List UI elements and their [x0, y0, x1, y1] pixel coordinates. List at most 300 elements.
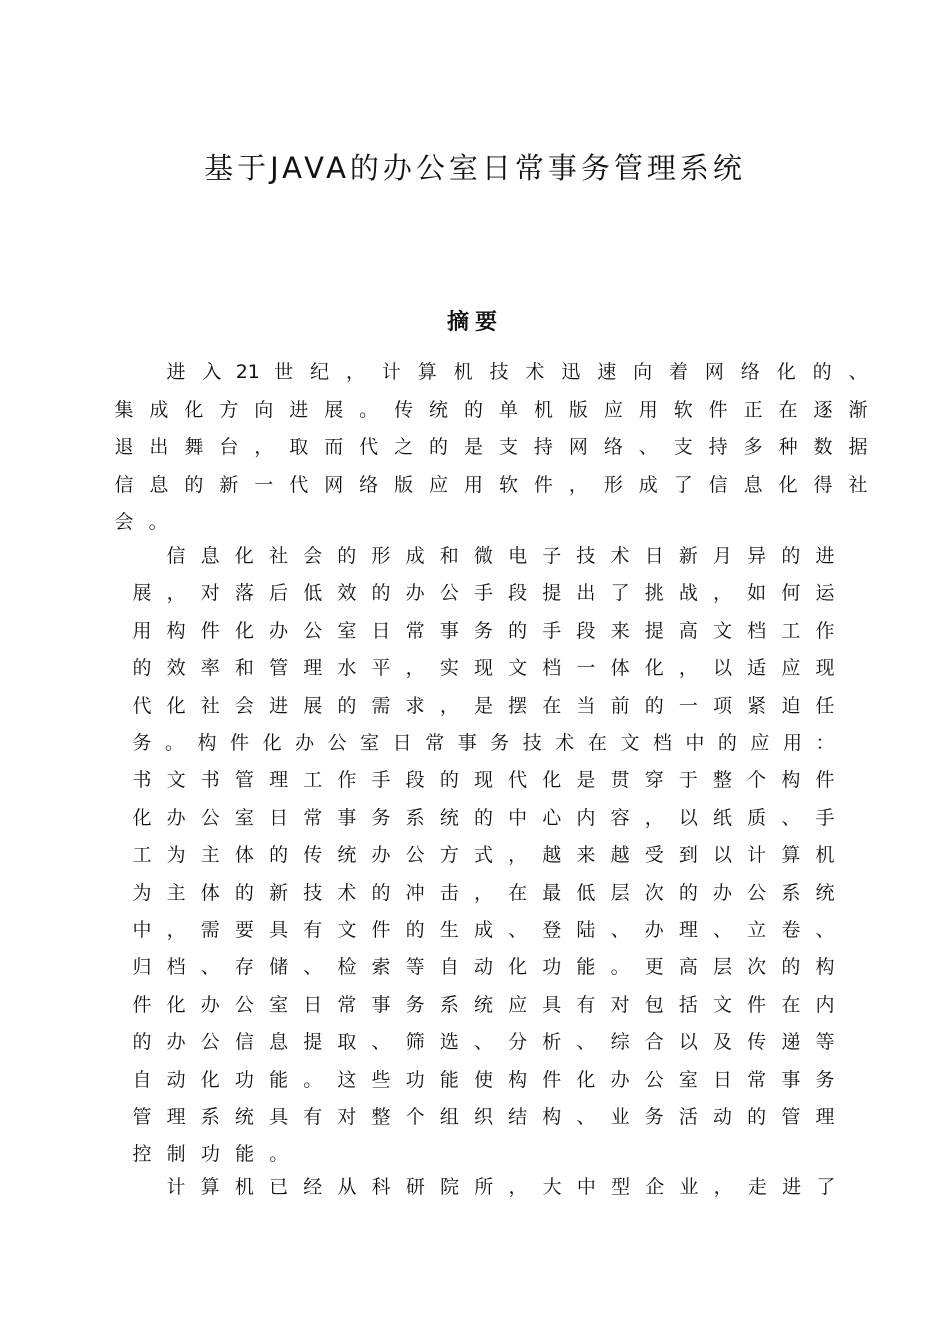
text-glyph: 世	[274, 361, 294, 383]
text-glyph: 以	[713, 844, 733, 867]
text-glyph: 低	[576, 881, 596, 904]
text-glyph: 层	[713, 956, 733, 979]
text-glyph: 形	[371, 545, 391, 567]
text-glyph: 在	[508, 881, 528, 904]
text-glyph: 的	[464, 398, 484, 421]
text-glyph: 等	[405, 956, 425, 979]
text-glyph: 算	[781, 844, 801, 867]
text-glyph: 主	[200, 844, 220, 867]
text-glyph: 摆	[508, 694, 528, 717]
text-glyph: ，	[644, 806, 664, 829]
text-glyph: 、	[638, 436, 658, 458]
text-glyph: 控	[132, 1143, 152, 1166]
text-glyph: 系	[781, 881, 801, 904]
paragraph-2-line	[0, 804, 950, 832]
text-glyph: 用	[782, 732, 802, 754]
text-glyph: 陆	[576, 919, 596, 941]
text-glyph: 公	[234, 993, 254, 1016]
text-glyph: 网	[568, 436, 588, 458]
paragraph-1-line	[0, 358, 950, 386]
text-glyph: 一	[576, 657, 596, 680]
text-glyph: 室	[678, 1068, 698, 1091]
text-glyph: 务	[132, 732, 152, 754]
text-glyph: 出	[149, 436, 169, 458]
text-glyph: 文	[713, 993, 733, 1016]
text-glyph: 微	[473, 545, 493, 567]
text-glyph: 办	[200, 993, 220, 1016]
text-glyph: 、	[303, 956, 323, 979]
text-glyph: 算	[417, 361, 437, 383]
text-glyph: 事	[337, 806, 357, 829]
text-glyph: 、	[815, 919, 835, 941]
text-glyph: 、	[576, 1031, 596, 1054]
text-glyph: 的	[337, 545, 357, 567]
text-glyph: 工	[781, 619, 801, 642]
text-glyph: 手	[371, 769, 391, 792]
text-glyph: 信	[166, 545, 186, 567]
text-glyph: 日	[644, 545, 664, 567]
text-glyph: 的	[781, 545, 801, 567]
text-glyph: 对	[610, 993, 630, 1016]
text-glyph: 挑	[644, 582, 664, 605]
text-glyph: 效	[337, 582, 357, 605]
text-glyph: 公	[200, 1031, 220, 1054]
paragraph-2-line	[0, 654, 950, 682]
text-glyph: 有	[576, 993, 596, 1016]
text-glyph: 技	[522, 732, 542, 754]
text-glyph: 用	[464, 473, 484, 496]
text-glyph: ，	[713, 582, 733, 605]
text-glyph: 的	[508, 619, 528, 642]
text-glyph: 的	[132, 1031, 152, 1054]
text-glyph: 取	[289, 436, 309, 458]
text-glyph: 入	[202, 361, 222, 383]
text-glyph: 经	[303, 1176, 323, 1198]
text-glyph: 化	[576, 1068, 596, 1091]
text-glyph: 多	[743, 436, 763, 458]
text-glyph: 务	[815, 1068, 835, 1091]
text-glyph: 式	[473, 844, 494, 867]
text-glyph: 纪	[310, 361, 330, 383]
paragraph-2-line	[0, 1140, 950, 1168]
text-glyph: 计	[166, 1176, 186, 1198]
text-glyph: 方	[219, 398, 239, 421]
text-glyph: 办	[405, 582, 425, 605]
paragraph-2-line	[0, 766, 950, 794]
text-glyph: 向	[254, 398, 274, 421]
text-glyph: 院	[440, 1176, 460, 1198]
text-glyph: 软	[498, 473, 518, 496]
text-glyph: 化	[132, 806, 152, 829]
text-glyph: 构	[508, 1068, 528, 1091]
text-glyph: 何	[781, 582, 801, 605]
text-glyph: 管	[234, 769, 254, 792]
text-glyph: 运	[815, 582, 835, 605]
text-glyph: 当	[576, 694, 596, 717]
text-glyph: 书	[200, 769, 220, 792]
text-glyph: 台	[219, 436, 239, 458]
text-glyph: 是	[464, 436, 484, 458]
text-glyph: 持	[708, 436, 728, 458]
text-glyph: 能	[439, 1068, 459, 1091]
text-glyph: 为	[166, 844, 186, 867]
text-glyph: 、	[200, 956, 220, 979]
text-glyph: 低	[303, 582, 323, 605]
text-glyph: 公	[439, 582, 459, 605]
text-glyph: 进	[166, 361, 186, 383]
text-glyph: 的	[405, 919, 425, 941]
text-glyph: 化	[262, 732, 282, 754]
text-glyph: 的	[781, 956, 801, 979]
text-glyph: 具	[269, 919, 289, 941]
text-glyph: 的	[269, 844, 289, 867]
text-glyph: 正	[743, 398, 763, 421]
text-glyph: 心	[542, 806, 562, 829]
text-glyph: 质	[747, 806, 767, 829]
paragraph-2-line	[0, 1103, 950, 1131]
text-glyph: 成	[149, 398, 169, 421]
text-glyph: 对	[337, 1106, 357, 1128]
text-glyph: 的	[132, 657, 152, 680]
text-glyph: 体	[234, 844, 254, 867]
text-glyph: 能	[269, 1068, 289, 1091]
text-glyph: 的	[337, 694, 357, 717]
text-glyph: 以	[678, 1031, 698, 1054]
text-glyph: 技	[576, 545, 596, 567]
text-glyph: 能	[576, 956, 596, 979]
abstract-heading: 摘要	[446, 310, 503, 335]
text-glyph: 、	[371, 1031, 391, 1054]
text-glyph: 逐	[813, 398, 833, 421]
text-glyph: 络	[603, 436, 623, 458]
text-glyph: 术	[525, 361, 545, 383]
text-glyph: 段	[508, 582, 528, 605]
text-glyph: 种	[778, 436, 798, 458]
text-glyph: 档	[166, 956, 186, 979]
text-glyph: 检	[337, 956, 357, 979]
text-glyph: 进	[269, 694, 289, 717]
text-glyph: 务	[644, 1106, 664, 1128]
text-glyph: 文	[337, 919, 357, 941]
text-glyph: 大	[542, 1176, 562, 1198]
text-glyph: 传	[747, 1031, 767, 1054]
text-glyph: 代	[508, 769, 528, 792]
paragraph-2-line	[0, 692, 950, 720]
text-glyph: 些	[371, 1068, 391, 1091]
text-glyph: 数	[813, 436, 833, 458]
text-glyph: 和	[234, 657, 254, 680]
text-glyph: 要	[234, 919, 254, 941]
paragraph-1-line	[0, 396, 950, 424]
text-glyph: 包	[644, 993, 664, 1016]
text-glyph: 代	[359, 436, 379, 458]
text-glyph: 动	[166, 1068, 186, 1091]
text-glyph: 构	[197, 732, 217, 754]
text-glyph: 日	[303, 993, 323, 1016]
text-glyph: 、	[848, 361, 868, 383]
text-glyph: 结	[508, 1106, 528, 1128]
text-glyph: 计	[747, 844, 767, 867]
text-glyph: 办	[269, 619, 289, 642]
text-glyph: 应	[750, 732, 770, 754]
text-glyph: 文	[166, 769, 186, 792]
text-glyph: 构	[815, 956, 835, 979]
text-glyph: 会	[234, 694, 254, 717]
text-glyph: ，	[568, 473, 588, 496]
text-glyph: 的	[371, 582, 391, 605]
text-glyph: 月	[713, 545, 733, 567]
text-glyph: 务	[473, 619, 494, 642]
text-glyph: 中	[508, 806, 528, 829]
text-glyph: 管	[781, 1106, 801, 1128]
text-glyph: 新	[678, 545, 698, 567]
text-glyph: 了	[673, 473, 693, 496]
text-glyph: 和	[439, 545, 459, 567]
text-glyph: 新	[219, 473, 239, 496]
text-glyph: 在	[542, 694, 562, 717]
text-glyph: 穿	[644, 769, 664, 792]
text-glyph: 化	[542, 769, 562, 792]
text-glyph: 着	[669, 361, 689, 383]
text-glyph: ，	[678, 657, 698, 680]
text-glyph: 公	[644, 1068, 664, 1091]
text-glyph: 走	[747, 1176, 767, 1198]
text-glyph: 档	[652, 732, 672, 754]
text-glyph: 中	[685, 732, 705, 754]
text-glyph: 件	[371, 919, 391, 941]
text-glyph: 进	[289, 398, 309, 421]
text-glyph: 纸	[713, 806, 733, 829]
text-glyph: 的	[644, 694, 664, 717]
text-glyph: 。	[359, 398, 379, 421]
text-glyph: 手	[473, 582, 494, 605]
text-glyph: 储	[269, 956, 289, 979]
text-glyph: 事	[781, 1068, 801, 1091]
text-glyph: 主	[166, 881, 186, 904]
text-glyph: 动	[713, 1106, 733, 1128]
text-glyph: 公	[200, 806, 220, 829]
text-glyph: 展	[324, 398, 344, 421]
text-glyph: 能	[235, 1143, 255, 1166]
text-glyph: 了	[816, 1176, 836, 1198]
text-glyph: 具	[269, 1106, 289, 1128]
text-glyph: 的	[473, 806, 494, 829]
text-glyph: 管	[132, 1106, 152, 1128]
text-glyph: 析	[542, 1031, 562, 1054]
text-glyph: 活	[678, 1106, 698, 1128]
text-glyph: 件	[200, 619, 220, 642]
text-glyph: 整	[371, 1106, 391, 1128]
text-glyph: 用	[132, 619, 152, 642]
text-glyph: 系	[439, 993, 459, 1016]
text-glyph: 息	[269, 1031, 289, 1054]
text-glyph: 文	[713, 619, 733, 642]
text-glyph: 术	[610, 545, 630, 567]
text-glyph: 递	[781, 1031, 801, 1054]
text-glyph: 最	[542, 881, 562, 904]
text-glyph: 化	[234, 545, 254, 567]
text-glyph: 常	[303, 806, 323, 829]
text-glyph: 件	[533, 473, 553, 496]
text-glyph: 前	[610, 694, 630, 717]
text-glyph: 机	[234, 1176, 254, 1198]
text-glyph: 现	[473, 657, 494, 680]
text-glyph: 求	[405, 694, 425, 717]
text-glyph: 速	[597, 361, 617, 383]
text-glyph: 的	[717, 732, 737, 754]
text-glyph: 自	[439, 956, 459, 979]
text-glyph: 实	[439, 657, 459, 680]
text-glyph: 更	[644, 956, 664, 979]
text-glyph: 常	[425, 732, 445, 754]
text-glyph: 件	[230, 732, 250, 754]
text-glyph: 体	[610, 657, 630, 680]
text-glyph: 会	[114, 511, 134, 533]
text-glyph: 整	[713, 769, 733, 792]
text-glyph: 手	[542, 619, 562, 642]
text-glyph: 传	[303, 844, 323, 867]
text-glyph: 迅	[561, 361, 581, 383]
text-glyph: 化	[644, 657, 664, 680]
text-glyph: 取	[337, 1031, 357, 1054]
text-glyph: 统	[815, 881, 835, 904]
text-glyph: 业	[679, 1176, 699, 1198]
text-glyph: 的	[371, 881, 391, 904]
text-glyph: 档	[542, 657, 562, 680]
text-glyph: 以	[713, 657, 733, 680]
text-glyph: 是	[473, 694, 494, 717]
text-glyph: 越	[542, 844, 562, 867]
text-glyph: 版	[394, 473, 414, 496]
text-glyph: 软	[673, 398, 693, 421]
text-glyph: 有	[303, 919, 323, 941]
text-glyph: 子	[542, 545, 562, 567]
text-glyph: 在	[587, 732, 607, 754]
text-glyph: 的	[678, 881, 698, 904]
text-glyph: 构	[781, 769, 801, 792]
text-glyph: 个	[747, 769, 767, 792]
text-glyph: ：	[815, 732, 835, 754]
text-glyph: 舞	[184, 436, 204, 458]
text-glyph: ，	[439, 694, 459, 717]
text-glyph: 适	[747, 657, 767, 680]
paragraph-1-line	[0, 471, 950, 499]
text-glyph: 筛	[405, 1031, 425, 1054]
text-glyph: 成	[638, 473, 658, 496]
text-glyph: 到	[678, 844, 698, 867]
text-glyph: 公	[747, 881, 767, 904]
text-glyph: 络	[359, 473, 379, 496]
text-glyph: 对	[200, 582, 220, 605]
text-glyph: 于	[678, 769, 698, 792]
text-glyph: 统	[439, 806, 459, 829]
paragraph-2-line	[0, 991, 950, 1019]
text-glyph: 、	[610, 919, 630, 941]
text-glyph: 个	[405, 1106, 425, 1128]
text-glyph: 社	[268, 545, 288, 567]
text-glyph: 体	[200, 881, 220, 904]
text-glyph: 技	[303, 881, 323, 904]
text-glyph: 系	[405, 806, 425, 829]
text-glyph: 件	[815, 769, 835, 792]
text-glyph: 而	[324, 436, 344, 458]
text-glyph: ，	[254, 436, 274, 458]
text-glyph: 在	[781, 993, 801, 1016]
text-glyph: 受	[644, 844, 664, 867]
text-glyph: 展	[132, 582, 152, 605]
text-glyph: 织	[473, 1106, 494, 1128]
text-glyph: 件	[542, 1068, 562, 1091]
text-glyph: 层	[610, 881, 630, 904]
text-glyph: 了	[610, 582, 630, 605]
text-glyph: 室	[234, 806, 254, 829]
text-glyph: ，	[166, 582, 186, 605]
text-glyph: 办	[371, 844, 391, 867]
text-glyph: 中	[132, 919, 152, 941]
text-glyph: 、	[473, 1031, 494, 1054]
text-glyph: 卷	[781, 919, 801, 941]
text-glyph: 室	[360, 732, 380, 754]
text-glyph: 括	[678, 993, 698, 1016]
text-glyph: 中	[576, 1176, 596, 1198]
text-glyph: 系	[200, 1106, 220, 1128]
text-glyph: 水	[337, 657, 357, 680]
text-glyph: 事	[439, 619, 459, 642]
paragraph-2-line	[0, 542, 950, 570]
text-glyph: 术	[555, 732, 575, 754]
text-glyph: ，	[508, 844, 528, 867]
text-glyph: 务	[405, 993, 425, 1016]
text-glyph: 研	[405, 1176, 425, 1198]
text-glyph: 。	[303, 1068, 323, 1091]
text-glyph: 办	[610, 1068, 630, 1091]
text-glyph: 用	[638, 398, 658, 421]
text-glyph: 高	[678, 619, 698, 642]
text-glyph: 作	[337, 769, 357, 792]
text-glyph: 单	[498, 398, 518, 421]
text-glyph: 的	[429, 436, 449, 458]
text-glyph: 形	[603, 473, 623, 496]
text-glyph: 统	[429, 398, 449, 421]
paragraph-2-line	[0, 579, 950, 607]
text-glyph: 务	[371, 806, 391, 829]
text-glyph: 据	[848, 436, 868, 458]
text-glyph: 综	[610, 1031, 630, 1054]
text-glyph: 日	[269, 806, 289, 829]
text-glyph: 成	[473, 919, 494, 941]
text-glyph: 方	[439, 844, 459, 867]
text-glyph: 社	[848, 473, 868, 496]
text-glyph: 分	[508, 1031, 528, 1054]
text-glyph: ，	[345, 361, 365, 383]
text-glyph: 向	[633, 361, 653, 383]
text-glyph: 及	[713, 1031, 733, 1054]
text-glyph: 支	[498, 436, 518, 458]
text-glyph: 、	[781, 806, 801, 829]
text-glyph: 事	[457, 732, 477, 754]
text-glyph: 版	[568, 398, 588, 421]
text-glyph: 支	[673, 436, 693, 458]
text-glyph: 生	[439, 919, 459, 941]
text-glyph: 化	[508, 956, 528, 979]
text-glyph: 这	[337, 1068, 357, 1091]
text-glyph: 机	[533, 398, 553, 421]
text-glyph: 算	[200, 1176, 220, 1198]
text-glyph: 如	[747, 582, 767, 605]
text-glyph: 常	[747, 1068, 767, 1091]
text-glyph: 一	[254, 473, 274, 496]
text-glyph: 击	[439, 881, 459, 904]
